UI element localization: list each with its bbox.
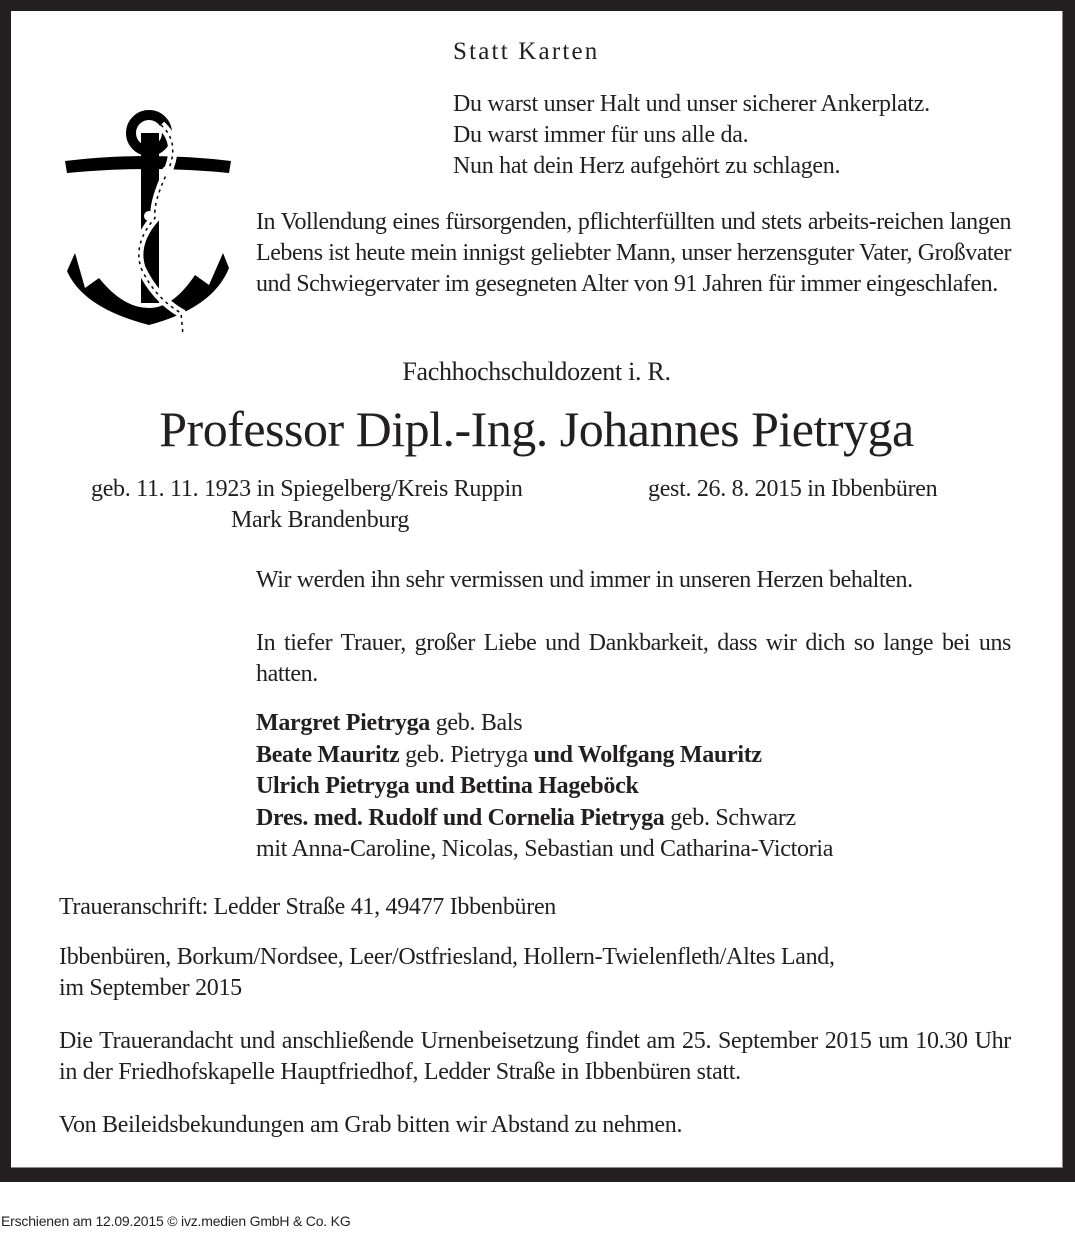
places-date	[59, 942, 835, 1004]
anchor-icon	[63, 103, 233, 343]
family-member	[256, 708, 833, 740]
service-info: Die Trauerandacht und anschließende Urnenbeisetzung findet am 25. September 2015 um 10.30 Uhr in der Friedhofskapelle Hauptfriedhof, Ledder Straße in Ibbenbüren statt.	[59, 1028, 1011, 1085]
family-member	[256, 740, 833, 772]
places-line: Ibbenbüren, Borkum/Nordsee, Leer/Ostfriesland, Hollern-Twielenfleth/Altes Land,	[59, 944, 835, 970]
family-name: und Wolfgang Mauritz	[533, 741, 762, 768]
mourning-address: Traueranschrift: Ledder Straße 41, 49477 Ibbenbüren	[59, 894, 556, 920]
birth-region: Mark Brandenburg	[231, 507, 410, 533]
family-member	[256, 834, 833, 866]
date-line: im September 2015	[59, 975, 242, 1001]
family-note: mit Anna-Caroline, Nicolas, Sebastian und Catharina-Victoria	[256, 836, 834, 862]
birth-info: geb. 11. 11. 1923 in Spiegelberg/Kreis Ruppin	[91, 476, 523, 502]
notice-content	[11, 11, 1063, 1168]
sorrow-paragraph: In tiefer Trauer, großer Liebe und Dankbarkeit, dass wir dich so lange bei uns hatten.	[256, 630, 1011, 687]
family-note: geb. Schwarz	[664, 804, 796, 831]
family-name: Beate Mauritz	[256, 741, 400, 768]
death-info: gest. 26. 8. 2015 in Ibbenbüren	[648, 476, 938, 502]
intro-paragraph: In Vollendung eines fürsorgenden, pflichterfüllten und stets arbeits-reichen langen Lebens ist heute mein innigst geliebter Mann, unser herzensguter Vater, Großvater und Schwiegervater im gesegneten Alter von 91 Jahren für immer eingeschlafen.	[256, 209, 1011, 297]
family-name: Dres. med. Rudolf und Cornelia Pietryga	[256, 804, 665, 831]
poem-line: Du warst immer für uns alle da.	[453, 122, 749, 148]
family-member	[256, 803, 833, 835]
family-list	[256, 708, 833, 866]
deceased-title: Fachhochschuldozent i. R.	[402, 357, 671, 386]
header-statt-karten: Statt Karten	[453, 38, 600, 65]
publication-footer: Erschienen am 12.09.2015 © ivz.medien GmbH & Co. KG	[1, 1213, 351, 1229]
family-name: Margret Pietryga	[256, 710, 430, 736]
family-member	[256, 771, 833, 803]
poem-line: Du warst unser Halt und unser sicherer Ankerplatz.	[453, 91, 930, 117]
remembrance-line: Wir werden ihn sehr vermissen und immer in unseren Herzen behalten.	[256, 567, 913, 593]
poem	[453, 89, 930, 182]
family-note: geb. Bals	[430, 710, 523, 736]
family-name: Ulrich Pietryga und Bettina Hageböck	[256, 773, 639, 799]
family-note: geb. Pietryga	[399, 741, 534, 768]
poem-line: Nun hat dein Herz aufgehört zu schlagen.	[453, 153, 841, 179]
deceased-name: Professor Dipl.-Ing. Johannes Pietryga	[159, 401, 914, 457]
condolence-note: Von Beileidsbekundungen am Grab bitten wir Abstand zu nehmen.	[59, 1112, 683, 1138]
